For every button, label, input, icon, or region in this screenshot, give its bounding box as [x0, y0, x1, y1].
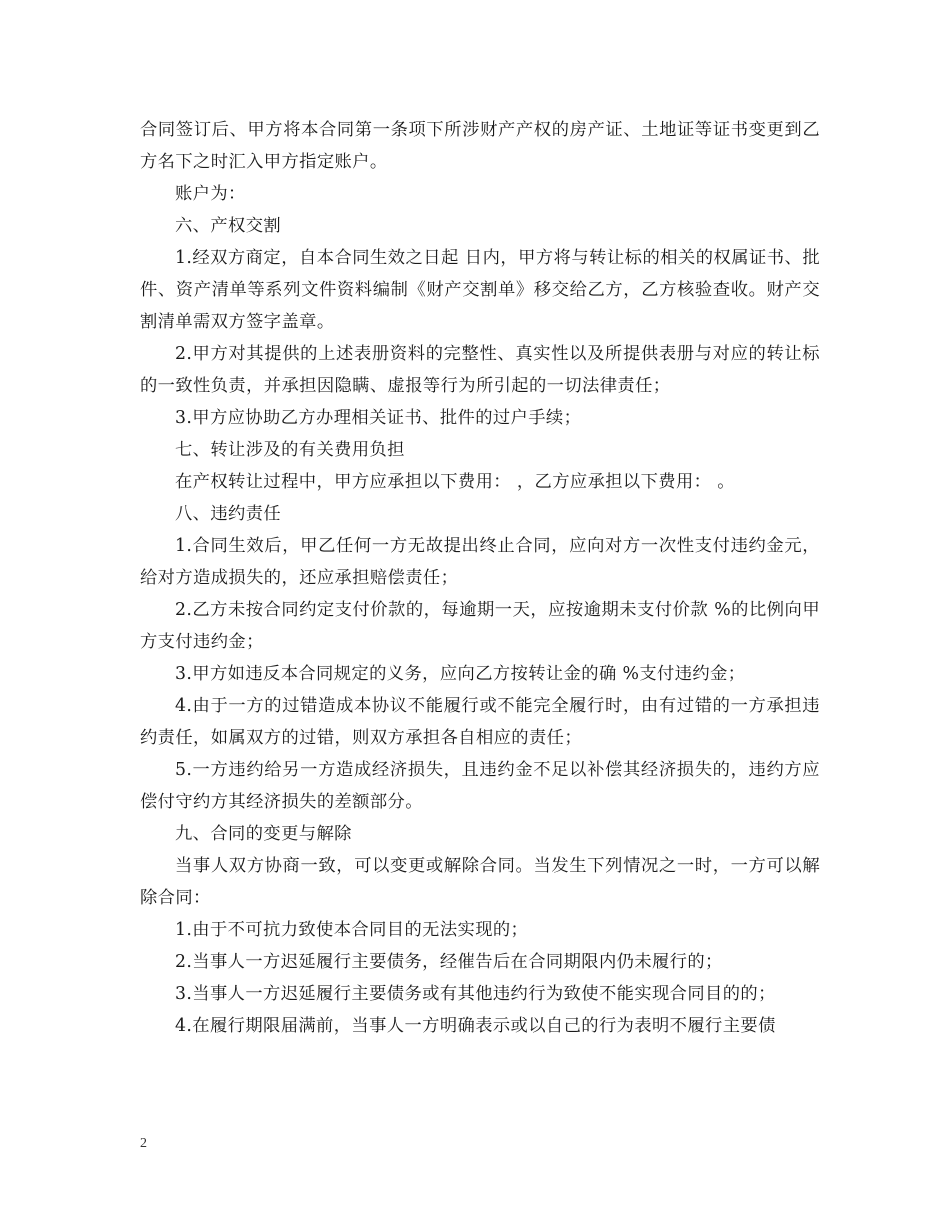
clause-handover-1: 1.经双方商定，自本合同生效之日起 日内，甲方将与转让标的相关的权属证书、批件、资产清单等系列文件资料编制《财产交割单》移交给乙方，乙方核验查收。财产交割清单需双方签字盖章。: [140, 248, 820, 332]
clause-termination-1: 1.由于不可抗力致使本合同目的无法实现的；: [175, 920, 529, 940]
clause-liability-4: 4.由于一方的过错造成本协议不能履行或不能完全履行时，由有过错的一方承担违约责任，如属双方的过错，则双方承担各自相应的责任；: [140, 696, 820, 748]
section-heading-property-handover: 六、产权交割: [175, 216, 282, 236]
clause-liability-1: 1.合同生效后，甲乙任何一方无故提出终止合同，应向对方一次性支付违约金元，给对方造成损失的，还应承担赔偿责任；: [140, 536, 820, 588]
paragraph-account: 账户为：: [175, 184, 246, 204]
section-heading-fees: 七、转让涉及的有关费用负担: [175, 440, 405, 460]
clause-termination-3: 3.当事人一方迟延履行主要债务或有其他违约行为致使不能实现合同目的的；: [175, 984, 776, 1004]
clause-termination-intro: 当事人双方协商一致，可以变更或解除合同。当发生下列情况之一时，一方可以解除合同：: [140, 856, 820, 908]
clause-liability-2: 2.乙方未按合同约定支付价款的，每逾期一天，应按逾期未支付价款 %的比例向甲方支付违约金；: [140, 600, 820, 652]
clause-liability-5: 5.一方违约给另一方造成经济损失，且违约金不足以补偿其经济损失的，违约方应偿付守约方其经济损失的差额部分。: [140, 760, 820, 812]
document-body: [140, 114, 820, 1042]
clause-termination-4: 4.在履行期限届满前，当事人一方明确表示或以自己的行为表明不履行主要债: [175, 1016, 776, 1036]
clause-fees: 在产权转让过程中，甲方应承担以下费用： ，乙方应承担以下费用： 。: [175, 472, 735, 492]
paragraph-transfer-payment: 合同签订后、甲方将本合同第一条项下所涉财产产权的房产证、土地证等证书变更到乙方名下之时汇入甲方指定账户。: [140, 120, 820, 172]
clause-termination-2: 2.当事人一方迟延履行主要债务，经催告后在合同期限内仍未履行的；: [175, 952, 723, 972]
clause-liability-3: 3.甲方如违反本合同规定的义务，应向乙方按转让金的确 %支付违约金；: [175, 664, 746, 684]
section-heading-change-termination: 九、合同的变更与解除: [175, 824, 352, 844]
clause-handover-2: 2.甲方对其提供的上述表册资料的完整性、真实性以及所提供表册与对应的转让标的一致性负责，并承担因隐瞒、虚报等行为所引起的一切法律责任；: [140, 344, 820, 396]
section-heading-liability: 八、违约责任: [175, 504, 282, 524]
clause-handover-3: 3.甲方应协助乙方办理相关证书、批件的过户手续；: [175, 408, 582, 428]
page-number: 2: [140, 1136, 147, 1151]
